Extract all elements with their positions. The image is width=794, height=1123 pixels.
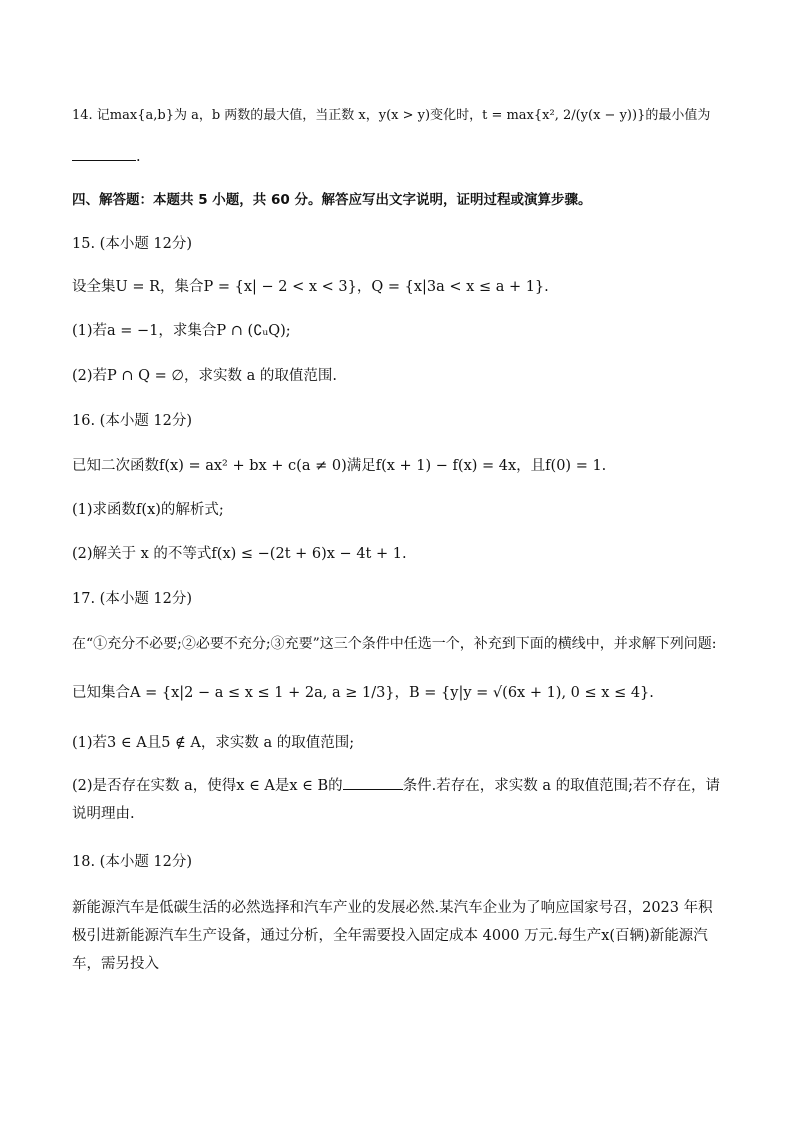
section-heading: 四、解答题：本题共 5 小题，共 60 分。解答应写出文字说明，证明过程或演算步骤。: [72, 192, 592, 208]
problem-17-part-2: (2)是否存在实数 a，使得x ∈ A是x ∈ B的 条件.若存在，求实数 a 的取值范围;若不存在，请说明理由.: [72, 772, 722, 828]
problem-16-part-1: (1)求函数f(x)的解析式;: [72, 502, 224, 518]
condition-blank: [343, 775, 403, 790]
problem-17-title: 17. (本小题 12分): [72, 591, 193, 607]
problem-17-intro: 在“①充分不必要;②必要不充分;③充要”这三个条件中任选一个，补充到下面的横线中，并求解下列问题:: [72, 636, 717, 652]
problem-14-text: 14. 记max{a,b}为 a，b 两数的最大值，当正数 x，y(x > y)变化时，t = max{x², 2/(y(x − y))}的最小值为: [72, 108, 711, 123]
problem-18-title: 18. (本小题 12分): [72, 854, 193, 870]
problem-15-part-1: (1)若a = −1，求集合P ∩ (∁ᵤQ);: [72, 323, 291, 339]
problem-16-part-2: (2)解关于 x 的不等式f(x) ≤ −(2t + 6)x − 4t + 1.: [72, 546, 407, 562]
problem-17-stem: 已知集合A = {x|2 − a ≤ x ≤ 1 + 2a, a ≥ 1/3}，B = {y|y = √(6x + 1), 0 ≤ x ≤ 4}.: [72, 685, 654, 701]
problem-16-title: 16. (本小题 12分): [72, 413, 193, 429]
problem-15-title: 15. (本小题 12分): [72, 236, 193, 252]
problem-16-stem: 已知二次函数f(x) = ax² + bx + c(a ≠ 0)满足f(x + 1) − f(x) = 4x，且f(0) = 1.: [72, 458, 607, 474]
problem-14-end: .: [136, 149, 141, 165]
problem-15-stem: 设全集U = R，集合P = {x| − 2 < x < 3}，Q = {x|3a < x ≤ a + 1}.: [72, 279, 549, 295]
answer-blank: [72, 146, 136, 161]
problem-15-part-2: (2)若P ∩ Q = ∅，求实数 a 的取值范围.: [72, 368, 338, 384]
problem-17-part-1: (1)若3 ∈ A且5 ∉ A，求实数 a 的取值范围;: [72, 735, 355, 751]
problem-18-stem: 新能源汽车是低碳生活的必然选择和汽车产业的发展必然.某汽车企业为了响应国家号召，2023 年积极引进新能源汽车生产设备，通过分析，全年需要投入固定成本 4000 万元.每生产x(百辆)新能源汽车，需另投入: [72, 900, 713, 972]
